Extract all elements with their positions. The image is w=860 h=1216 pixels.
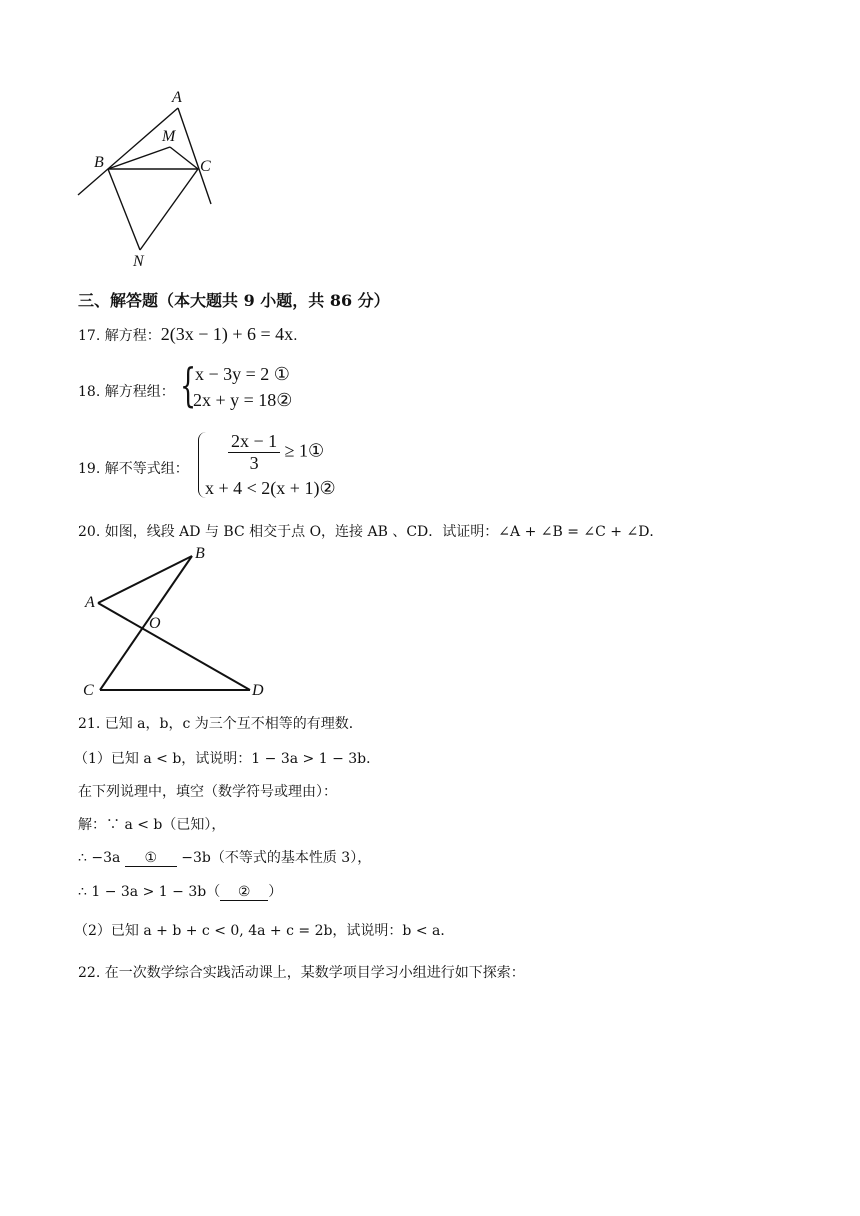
q17-number: 17.: [78, 328, 101, 344]
q21-step1: 解：∵ a < b（已知），: [78, 817, 226, 833]
q20-number: 20.: [78, 524, 101, 540]
question-20: [78, 521, 663, 541]
figure-triangle-abc-n: [70, 84, 230, 274]
q18-prompt: 解方程组：: [104, 384, 175, 400]
q19-fraction-numerator: 2x − 1: [228, 431, 280, 453]
q21-step2-post: −3b（不等式的基本性质 3），: [181, 850, 372, 866]
q18-brace: {: [180, 358, 197, 412]
label-m: M: [162, 128, 176, 145]
q21-blank-2[interactable]: ②: [220, 884, 268, 901]
q19-fraction-denominator: 3: [249, 453, 259, 473]
q19-number: 19.: [78, 461, 101, 477]
label-c: C: [200, 158, 211, 175]
segment-cn: [140, 169, 198, 250]
question-17: [78, 324, 298, 345]
label-o: O: [149, 615, 161, 632]
q21-blank-1[interactable]: ①: [125, 850, 177, 867]
q19-inequality-2: x + 4 < 2(x + 1)②: [205, 478, 336, 498]
segment-bc: [100, 556, 192, 690]
q20-text: 如图，线段 AD 与 BC 相交于点 O，连接 AB 、CD．试证明：∠A + ∠B = ∠C + ∠D．: [104, 524, 664, 540]
q17-end: .: [293, 328, 298, 344]
segment-bn: [108, 169, 140, 250]
label-d: D: [252, 682, 264, 699]
label-a: A: [172, 89, 182, 106]
q18-number: 18.: [78, 384, 101, 400]
q21-step2: [78, 847, 371, 867]
q21-intro: 已知 a，b，c 为三个互不相等的有理数．: [104, 716, 363, 732]
label-c2: C: [83, 682, 94, 699]
q21-part2: （2）已知 a + b + c < 0, 4a + c = 2b，试说明：b < a．: [74, 923, 455, 939]
q19-prompt: 解不等式组：: [104, 461, 189, 477]
question-19: [78, 458, 189, 478]
line-ab-extended: [78, 108, 178, 195]
q21-part1: （1）已知 a < b，试说明：1 − 3a > 1 − 3b．: [74, 751, 381, 767]
q21-step3-pre: ∴ 1 − 3a > 1 − 3b（: [78, 884, 221, 900]
q22-number: 22.: [78, 965, 101, 981]
label-a2: A: [85, 594, 95, 611]
segment-ab: [98, 556, 192, 603]
question-18: [78, 381, 175, 401]
label-b2: B: [195, 545, 205, 562]
segment-bm: [108, 147, 170, 169]
q21-step2-pre: ∴ −3a: [78, 850, 121, 866]
section-title: 三、解答题（本大题共 9 小题，共 86 分）: [78, 291, 390, 310]
q18-equation-1: x − 3y = 2 ①: [195, 364, 290, 384]
q17-equation: 2(3x − 1) + 6 = 4x: [160, 324, 294, 344]
figure-intersecting-segments: [80, 545, 280, 705]
q19-fraction: [228, 431, 280, 474]
q21-number: 21.: [78, 716, 101, 732]
q19-inequality-1-rest: ≥ 1①: [284, 440, 325, 461]
q22-text: 在一次数学综合实践活动课上，某数学项目学习小组进行如下探索：: [104, 965, 525, 981]
segment-ad: [98, 603, 250, 690]
label-b: B: [94, 154, 104, 171]
label-n: N: [133, 253, 144, 270]
q21-step3: [78, 881, 282, 901]
question-21: [78, 713, 363, 733]
question-22: [78, 962, 525, 982]
q21-step3-post: ）: [268, 884, 283, 900]
q21-instruction: 在下列说理中，填空（数学符号或理由）：: [78, 784, 337, 800]
q18-equation-2: 2x + y = 18②: [193, 390, 293, 410]
q19-inequality-1: [228, 431, 324, 474]
q17-prompt: 解方程：: [104, 328, 161, 344]
segment-mc: [170, 147, 198, 169]
